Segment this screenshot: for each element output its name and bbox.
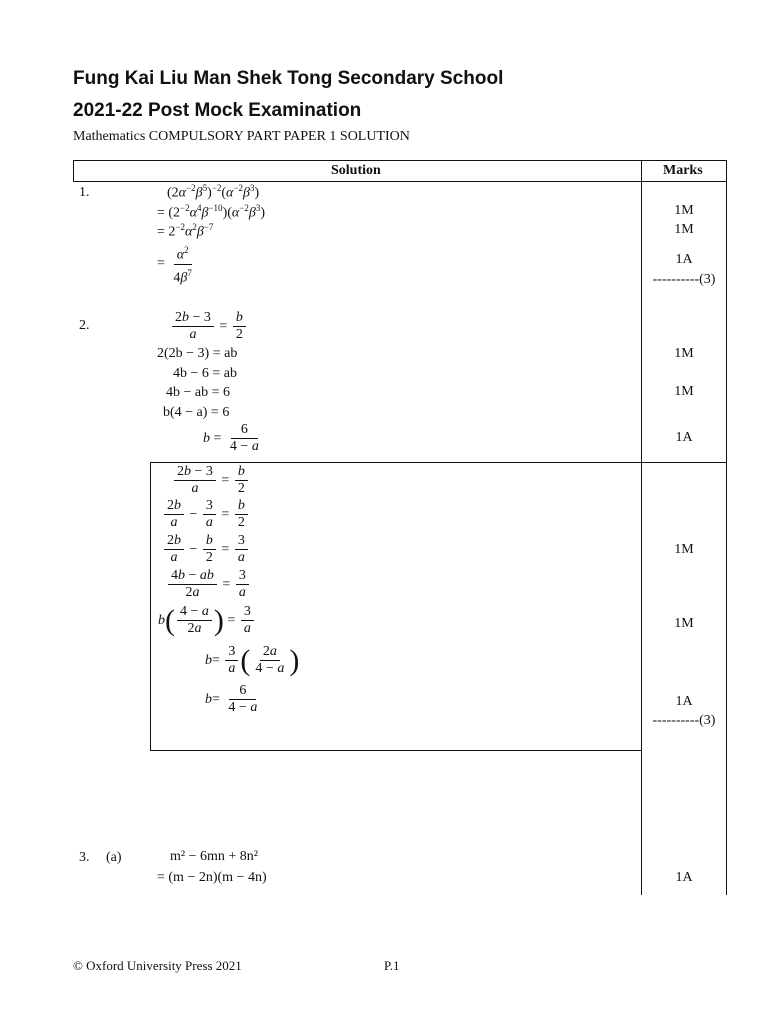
q2-line-5: b(4 − a) = 6: [163, 405, 230, 420]
question-1-number: 1.: [79, 185, 90, 200]
q1-total: ----------(3): [652, 272, 716, 287]
alt-box-top: [150, 462, 727, 463]
q2-line-1: $\frac{2b - 3}{a}$ = $\frac{b}{2}$: [170, 310, 248, 343]
alt-mark-1: 1M: [674, 542, 694, 557]
alt-line-1: $\frac{2b - 3}{a}$ = $\frac{b}{2}$: [172, 464, 250, 497]
q2-line-4: 4b − ab = 6: [166, 385, 231, 400]
q3-line-2: = (m − 2n)(m − 4n): [157, 870, 267, 885]
school-name: Fung Kai Liu Man Shek Tong Secondary School: [73, 68, 504, 89]
alt-mark-2: 1M: [674, 616, 694, 631]
q2-total: ----------(3): [652, 713, 716, 728]
q2-line-6: b = $\frac{6}{4 - a}$: [203, 422, 259, 454]
exam-title: 2021-22 Post Mock Examination: [73, 100, 362, 121]
alt-line-2: $\frac{2b}{a}$ − $\frac{3}{a}$ = $\frac{b}{2}$: [162, 498, 250, 531]
page-number: P.1: [384, 958, 400, 973]
alt-line-6: b = $\frac{3}{a}$ ( $\frac{2a}{4 - a}$ ): [205, 643, 300, 677]
alt-mark-3: 1A: [675, 694, 693, 709]
q2-line-3: 4b − 6 = ab: [173, 366, 238, 381]
marks-column-header: Marks: [663, 163, 703, 178]
table-header-border: [73, 181, 727, 182]
alt-line-5: b ( $\frac{4 - a}{2a}$ ) = $\frac{3}{a}$: [158, 604, 256, 637]
q2-mark-2: 1M: [674, 384, 694, 399]
table-left-border: [73, 160, 74, 182]
alt-box-bottom: [150, 750, 642, 751]
question-3-number: 3.: [79, 850, 90, 865]
paper-subtitle: Mathematics COMPULSORY PART PAPER 1 SOLUTION: [73, 129, 410, 144]
q1-line-2: = $(2^{-2}\alpha^4\beta^{-10})(\alpha^{-2}\beta^3)$: [157, 203, 265, 221]
alt-box-left: [150, 462, 151, 751]
q1-mark-3: 1A: [675, 252, 693, 267]
question-3-part: (a): [106, 850, 122, 865]
q1-line-1: $(2\alpha^{-2}\beta^5)^{-2}(\alpha^{-2}\beta^3)$: [167, 183, 260, 201]
q1-line-3: = $2^{-2}\alpha^2\beta^{-7}$: [157, 222, 214, 240]
q2-mark-3: 1A: [675, 430, 693, 445]
alt-line-4: $\frac{4b - ab}{2a}$ = $\frac{3}{a}$: [166, 568, 251, 601]
q2-line-2: 2(2b − 3) = ab: [157, 346, 238, 361]
table-top-border: [73, 160, 727, 161]
marks-column-divider: [641, 160, 642, 895]
alt-line-3: $\frac{2b}{a}$ − $\frac{b}{2}$ = $\frac{3}{a}$: [162, 533, 250, 566]
question-2-number: 2.: [79, 318, 90, 333]
table-right-border: [726, 160, 727, 895]
q1-mark-1: 1M: [674, 203, 694, 218]
copyright-notice: © Oxford University Press 2021: [73, 958, 242, 973]
q3-line-1: m² − 6mn + 8n²: [170, 849, 258, 864]
alt-line-7: b = $\frac{6}{4 - a}$: [205, 683, 258, 715]
q2-mark-1: 1M: [674, 346, 694, 361]
q1-line-4: = $\frac{\alpha^2}{4\beta^7}$: [157, 242, 197, 286]
solution-column-header: Solution: [331, 163, 381, 178]
q1-mark-2: 1M: [674, 222, 694, 237]
q3-mark-1: 1A: [675, 870, 693, 885]
